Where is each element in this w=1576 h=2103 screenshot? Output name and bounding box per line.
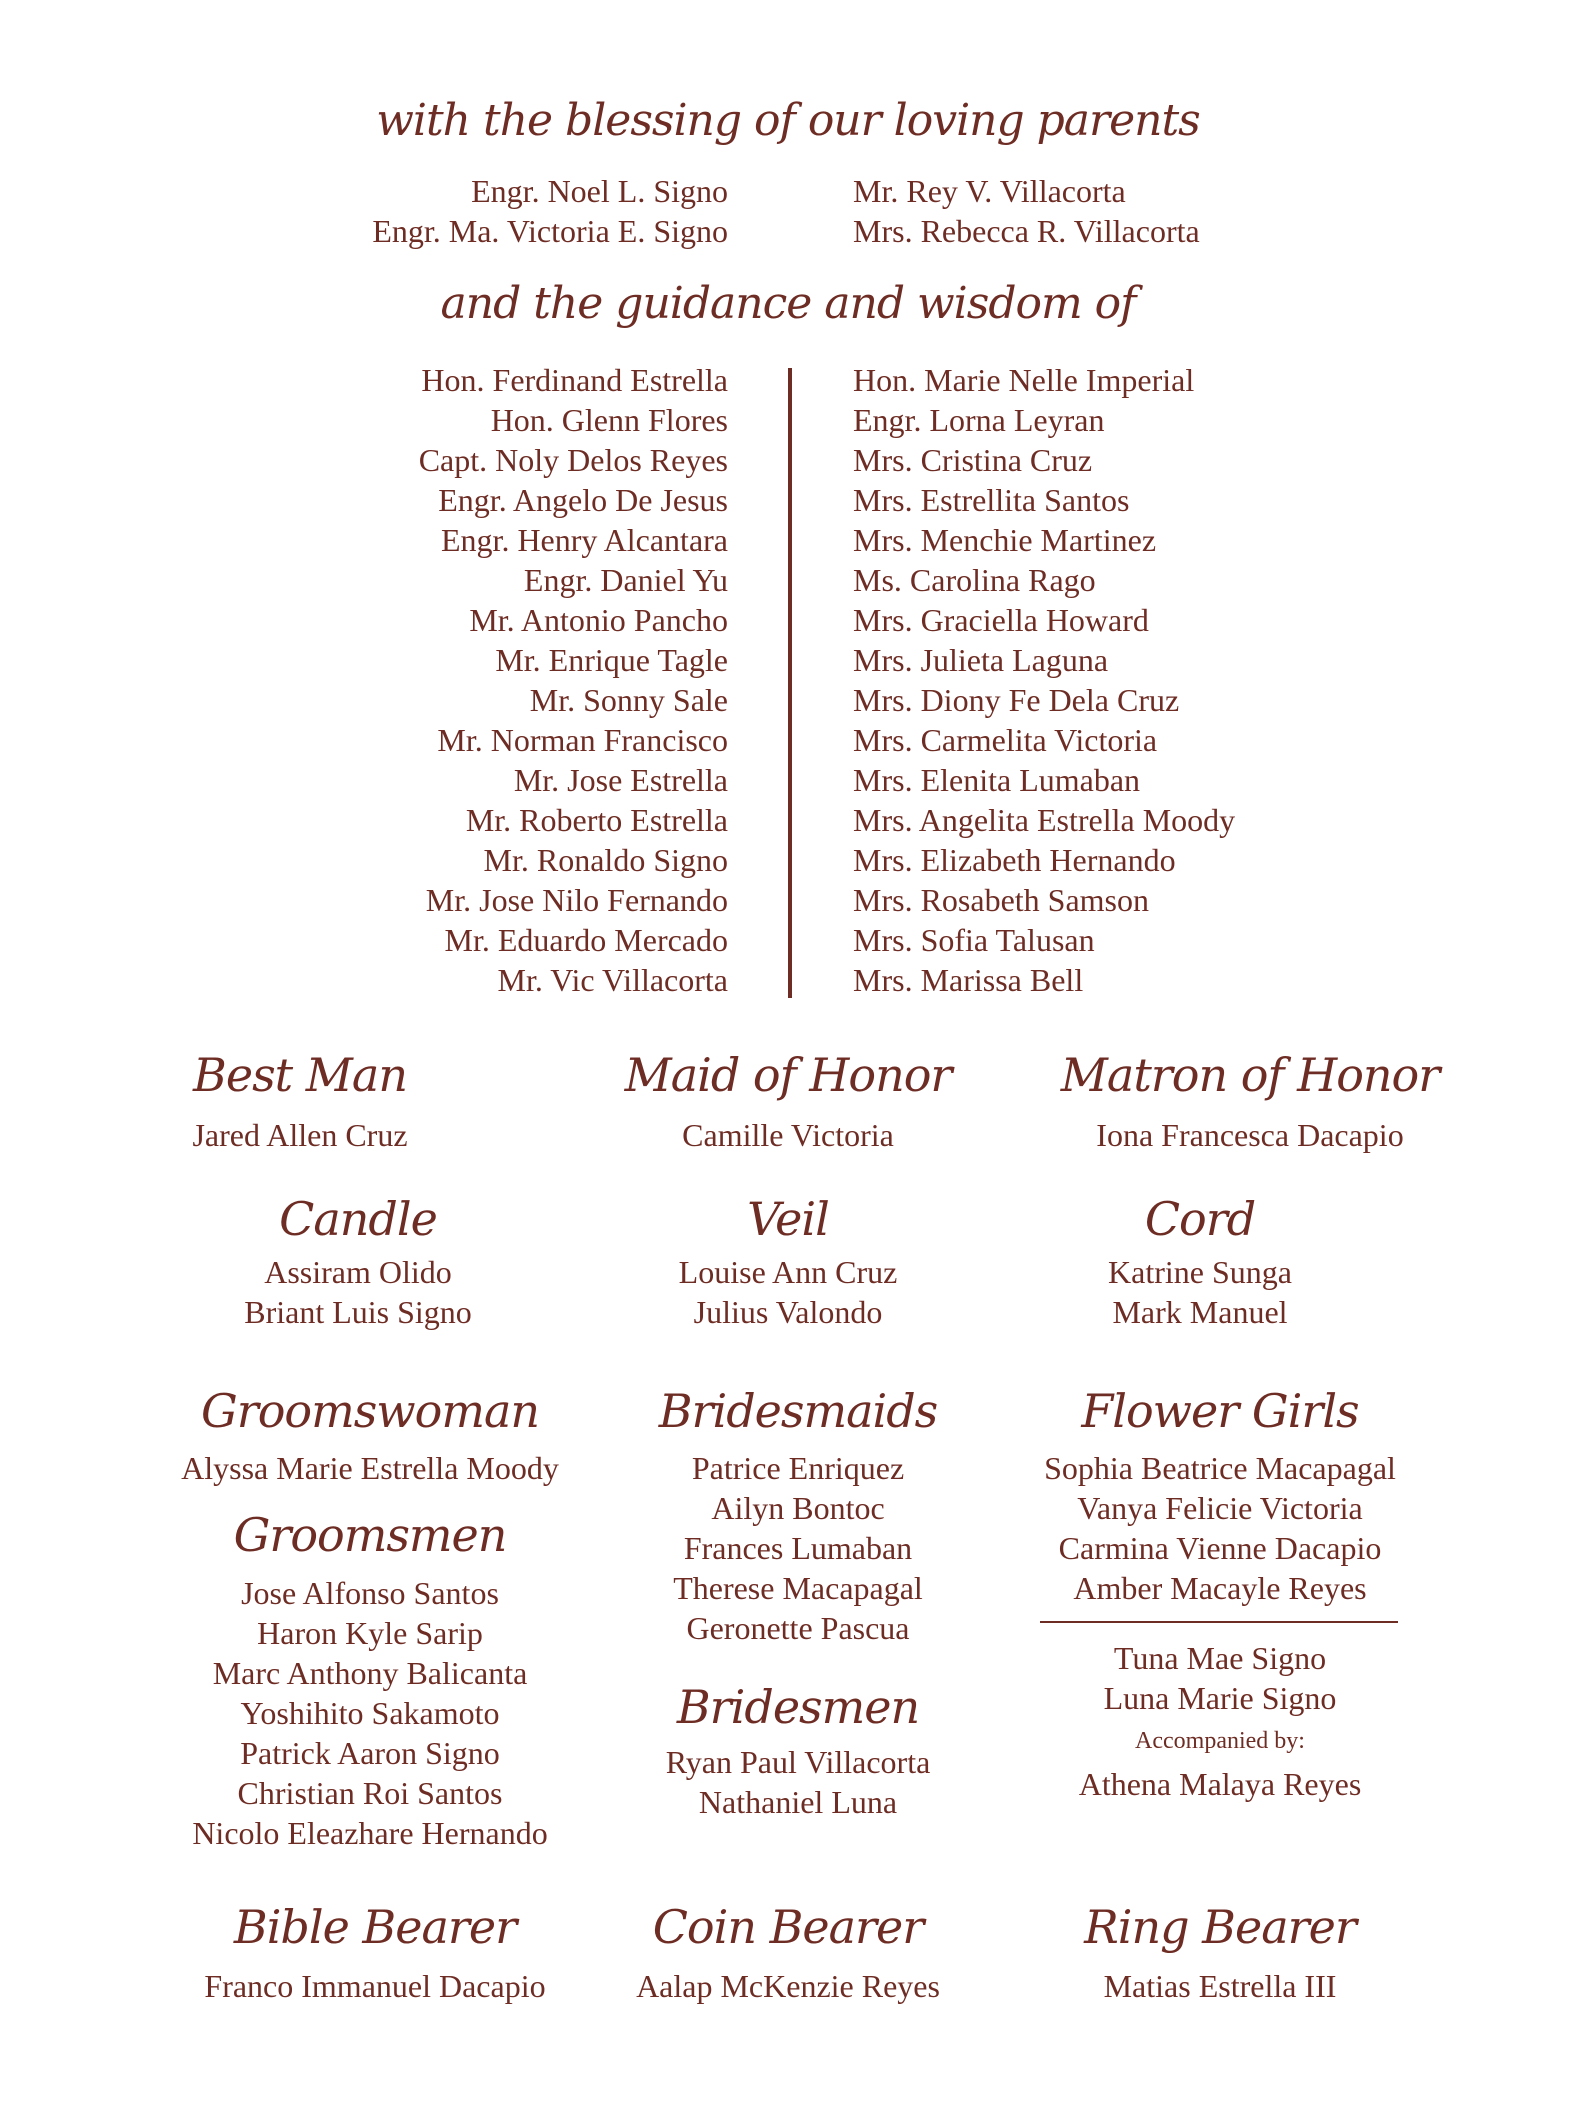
sponsor-name: Mr. Vic Villacorta <box>497 962 728 998</box>
cord-title: Cord <box>1144 1192 1256 1246</box>
ring-bearer-name: Matias Estrella III <box>1103 1968 1337 2004</box>
matron-of-honor-name: Iona Francesca Dacapio <box>1096 1117 1404 1153</box>
bridesman-name: Nathaniel Luna <box>698 1784 898 1820</box>
flower-girl-name: Amber Macayle Reyes <box>1073 1570 1367 1606</box>
groomsman-name: Yoshihito Sakamoto <box>240 1695 500 1731</box>
bridesmaids-title: Bridesmaids <box>658 1384 938 1438</box>
groomsmen-names <box>130 1573 610 1853</box>
groomsman-name: Nicolo Eleazhare Hernando <box>192 1815 548 1851</box>
groomswoman-name: Alyssa Marie Estrella Moody <box>181 1450 559 1486</box>
sponsor-name: Mrs. Angelita Estrella Moody <box>853 802 1236 838</box>
bible-bearer-title: Bible Bearer <box>233 1900 517 1954</box>
flower-girl-name: Tuna Mae Signo <box>1113 1640 1327 1676</box>
candle-name: Briant Luis Signo <box>244 1294 472 1330</box>
sponsor-name: Engr. Daniel Yu <box>523 562 728 598</box>
sponsors-divider <box>788 368 792 998</box>
matron-of-honor-title: Matron of Honor <box>1060 1048 1440 1102</box>
sponsor-name: Mrs. Julieta Laguna <box>853 642 1109 678</box>
cord-names <box>1000 1252 1400 1332</box>
sponsor-name: Mr. Eduardo Mercado <box>444 922 728 958</box>
flower-girls-names <box>1000 1448 1440 1608</box>
sponsor-name: Mrs. Menchie Martinez <box>853 522 1157 558</box>
candle-title: Candle <box>279 1192 437 1246</box>
parents-heading: with the blessing of our loving parents <box>376 95 1200 146</box>
bridesmaid-name: Frances Lumaban <box>683 1530 913 1566</box>
sponsor-name: Mrs. Diony Fe Dela Cruz <box>853 682 1180 718</box>
sponsor-name: Hon. Marie Nelle Imperial <box>853 362 1195 398</box>
sponsor-name: Mr. Ronaldo Signo <box>483 842 728 878</box>
bridesman-name: Ryan Paul Villacorta <box>665 1744 931 1780</box>
groomsman-name: Patrick Aaron Signo <box>240 1735 500 1771</box>
bridesmen-names <box>598 1742 998 1822</box>
sponsors-right-list <box>853 360 1373 1000</box>
sponsor-name: Mrs. Elenita Lumaban <box>853 762 1141 798</box>
flower-girl-name: Sophia Beatrice Macapagal <box>1044 1450 1396 1486</box>
accompanied-by-name: Athena Malaya Reyes <box>1078 1766 1362 1802</box>
sponsor-name: Mrs. Marissa Bell <box>853 962 1084 998</box>
groomsmen-title: Groomsmen <box>233 1508 507 1562</box>
candle-names <box>158 1252 558 1332</box>
veil-name: Julius Valondo <box>693 1294 883 1330</box>
flower-girls-names-2 <box>1000 1638 1440 1718</box>
cord-name: Katrine Sunga <box>1108 1254 1292 1290</box>
sponsors-heading: and the guidance and wisdom of <box>440 278 1136 329</box>
bridesmaid-name: Therese Macapagal <box>673 1570 923 1606</box>
sponsor-name: Mrs. Sofia Talusan <box>853 922 1095 958</box>
groomsman-name: Marc Anthony Balicanta <box>212 1655 528 1691</box>
groomsman-name: Haron Kyle Sarip <box>257 1615 483 1651</box>
veil-name: Louise Ann Cruz <box>678 1254 898 1290</box>
sponsor-name: Hon. Ferdinand Estrella <box>421 362 728 398</box>
bridesmaid-name: Ailyn Bontoc <box>711 1490 885 1526</box>
sponsor-name: Mr. Enrique Tagle <box>495 642 728 678</box>
bridesmaids-names <box>598 1448 998 1648</box>
bridesmaid-name: Patrice Enriquez <box>691 1450 905 1486</box>
sponsor-name: Mrs. Elizabeth Hernando <box>853 842 1176 878</box>
sponsor-name: Mr. Antonio Pancho <box>469 602 728 638</box>
sponsor-name: Engr. Lorna Leyran <box>853 402 1105 438</box>
parents-left-list <box>250 171 728 251</box>
flower-girl-name: Luna Marie Signo <box>1103 1680 1337 1716</box>
ring-bearer-title: Ring Bearer <box>1084 1900 1356 1954</box>
parent-name: Mr. Rey V. Villacorta <box>853 173 1126 209</box>
sponsor-name: Capt. Noly Delos Reyes <box>418 442 728 478</box>
sponsor-name: Mrs. Graciella Howard <box>853 602 1149 638</box>
maid-of-honor-name: Camille Victoria <box>682 1117 894 1153</box>
parent-name: Mrs. Rebecca R. Villacorta <box>853 213 1200 249</box>
parent-name: Engr. Noel L. Signo <box>471 173 728 209</box>
coin-bearer-title: Coin Bearer <box>652 1900 924 1954</box>
sponsor-name: Engr. Angelo De Jesus <box>438 482 728 518</box>
parent-name: Engr. Ma. Victoria E. Signo <box>372 213 728 249</box>
cord-name: Mark Manuel <box>1112 1294 1288 1330</box>
candle-name: Assiram Olido <box>264 1254 452 1290</box>
sponsor-name: Engr. Henry Alcantara <box>441 522 728 558</box>
veil-title: Veil <box>747 1192 829 1246</box>
groomswoman-title: Groomswoman <box>200 1384 540 1438</box>
flower-girls-divider <box>1040 1621 1398 1623</box>
bridesmen-title: Bridesmen <box>676 1680 920 1734</box>
sponsor-name: Mr. Sonny Sale <box>529 682 728 718</box>
sponsor-name: Mr. Norman Francisco <box>437 722 728 758</box>
parents-right-list <box>853 171 1353 251</box>
best-man-name: Jared Allen Cruz <box>192 1117 408 1153</box>
maid-of-honor-title: Maid of Honor <box>624 1048 952 1102</box>
sponsor-name: Hon. Glenn Flores <box>490 402 728 438</box>
flower-girl-name: Carmina Vienne Dacapio <box>1058 1530 1382 1566</box>
flower-girl-name: Vanya Felicie Victoria <box>1077 1490 1363 1526</box>
bridesmaid-name: Geronette Pascua <box>686 1610 910 1646</box>
flower-girls-title: Flower Girls <box>1081 1384 1359 1438</box>
veil-names <box>588 1252 988 1332</box>
bible-bearer-name: Franco Immanuel Dacapio <box>204 1968 546 2004</box>
sponsor-name: Mr. Roberto Estrella <box>465 802 728 838</box>
sponsor-name: Mr. Jose Estrella <box>513 762 728 798</box>
best-man-title: Best Man <box>193 1048 407 1102</box>
coin-bearer-name: Aalap McKenzie Reyes <box>636 1968 940 2004</box>
groomsman-name: Jose Alfonso Santos <box>241 1575 499 1611</box>
groomsman-name: Christian Roi Santos <box>237 1775 503 1811</box>
sponsor-name: Mrs. Estrellita Santos <box>853 482 1130 518</box>
sponsor-name: Mrs. Carmelita Victoria <box>853 722 1158 758</box>
accompanied-by-label: Accompanied by: <box>1135 1728 1305 1754</box>
sponsor-name: Mr. Jose Nilo Fernando <box>425 882 728 918</box>
sponsor-name: Ms. Carolina Rago <box>853 562 1096 598</box>
sponsor-name: Mrs. Cristina Cruz <box>853 442 1093 478</box>
sponsors-left-list <box>250 360 728 1000</box>
sponsor-name: Mrs. Rosabeth Samson <box>853 882 1149 918</box>
